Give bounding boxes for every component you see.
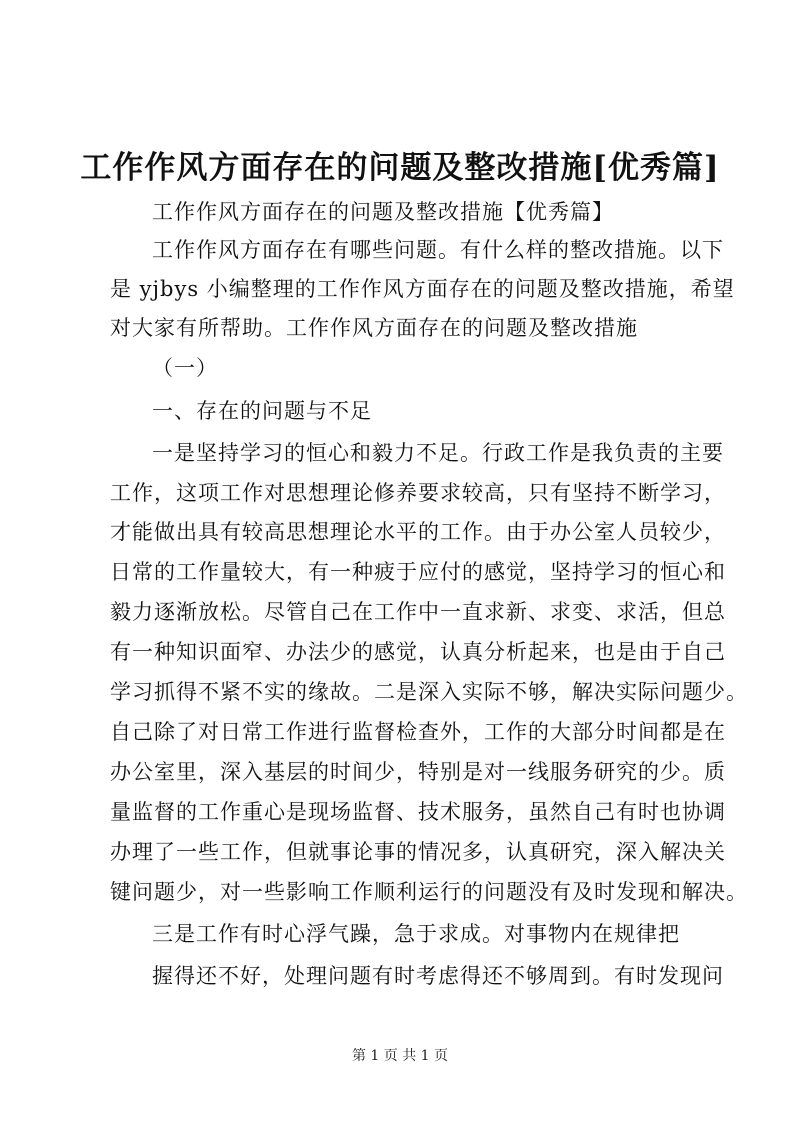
section-heading: 一、存在的问题与不足	[152, 399, 372, 423]
text-line: 才能做出具有较高思想理论水平的工作。由于办公室人员较少，	[110, 520, 726, 544]
section-number: （一）	[152, 356, 218, 380]
text-line: 是 yjbys 小编整理的工作作风方面存在的问题及整改措施，希望	[110, 277, 735, 301]
text-line: 对大家有所帮助。工作作风方面存在的问题及整改措施	[110, 316, 638, 340]
page-footer: 第 1 页 共 1 页	[351, 1048, 449, 1064]
text-line: 一是坚持学习的恒心和毅力不足。行政工作是我负责的主要	[152, 441, 724, 465]
text-line: 自己除了对日常工作进行监督检查外，工作的大部分时间都是在	[110, 720, 726, 744]
text-line: 日常的工作量较大，有一种疲于应付的感觉，坚持学习的恒心和	[110, 560, 726, 584]
text-line: 工作，这项工作对思想理论修养要求较高，只有坚持不断学习，	[110, 481, 726, 505]
text-line: 量监督的工作重心是现场监督、技术服务，虽然自己有时也协调	[110, 800, 726, 824]
text-line: 毅力逐渐放松。尽管自己在工作中一直求新、求变、求活，但总	[110, 600, 726, 624]
text-line: 办理了一些工作，但就事论事的情况多，认真研究，深入解决关	[110, 840, 726, 864]
text-line: 握得还不好，处理问题有时考虑得还不够周到。有时发现问	[152, 964, 724, 988]
text-line: 办公室里，深入基层的时间少，特别是对一线服务研究的少。质	[110, 760, 726, 784]
text-line: 键问题少，对一些影响工作顺利运行的问题没有及时发现和解决。	[110, 880, 748, 904]
text-line: 有一种知识面窄、办法少的感觉，认真分析起来，也是由于自己	[110, 640, 726, 664]
document-title: 工作作风方面存在的问题及整改措施[优秀篇]	[80, 150, 720, 186]
subtitle-line: 工作作风方面存在的问题及整改措施【优秀篇】	[152, 200, 614, 224]
text-line: 学习抓得不紧不实的缘故。二是深入实际不够，解决实际问题少。	[110, 680, 748, 704]
text-line: 三是工作有时心浮气躁，急于求成。对事物内在规律把	[152, 922, 680, 946]
text-line: 工作作风方面存在有哪些问题。有什么样的整改措施。以下	[152, 238, 724, 262]
